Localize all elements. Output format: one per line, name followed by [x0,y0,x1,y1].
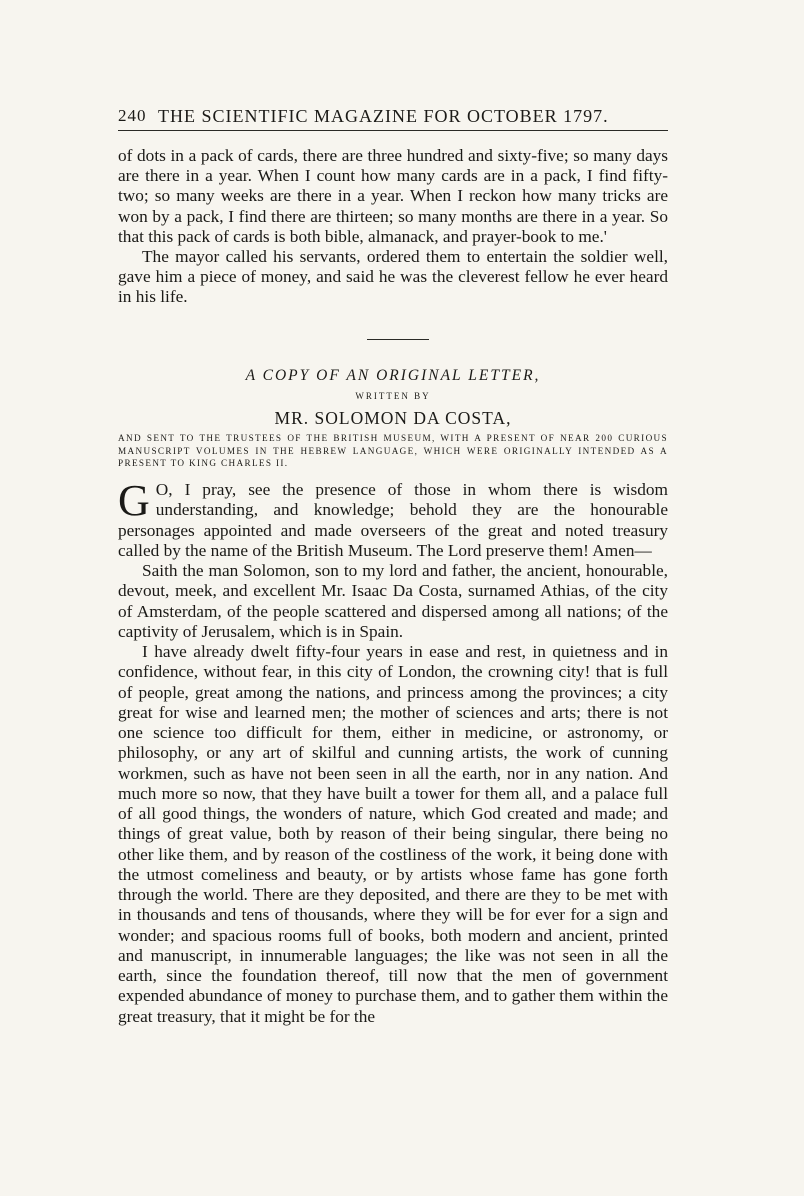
letter-opening-text: O, I pray, see the presence of those in whom there is wisdom understanding, and knowledge; behold they are the honourable personages appointed and made overseers of the great and noted treasury called by the name of the British Museum. The Lord preserve them! Amen— [118,480,668,560]
continued-paragraph: of dots in a pack of cards, there are three hundred and sixty-five; so many days are there in a year. When I count how many cards are in a pack, I find fifty-two; so many weeks are there in a year. When I reckon how many tricks are won by a pack, I find there are thirteen; so many months are there in a year. So that this pack of cards is both bible, almanack, and prayer-book to me.' [118,146,668,246]
running-title: THE SCIENTIFIC MAGAZINE FOR OCTOBER 1797. [158,106,609,126]
letter-paragraph: I have already dwelt fifty-four years in ease and rest, in quietness and in confidence, without fear, in this city of London, the crowning city! that is full of people, great among the nations, and princess among the provinces; a city great for wise and learned men; the mother of sciences and arts; there is not one science too difficult for them, either in medicine, or astronomy, or philosophy, or any art of skilful and cunning artists, the work of cunning workmen, such as have not been seen in all the earth, nor in any nation. And much more so now, that they have built a tower for them all, and a palace full of all good things, the wonders of nature, which God created and made; and things of great value, both by reason of their being singular, there being no other like them, and by reason of the costliness of the work, it being done with the utmost comeliness and beauty, or by artists whose fame has gone forth through the world. There are they deposited, and there are they to be met with in thousands and tens of thousands, where they will be for ever for a sign and wonder; and spacious rooms full of books, both modern and ancient, printed and manuscript, in innumerable languages; the like was not seen in all the earth, since the foundation thereof, till now that the men of government expended abundance of money to purchase them, and to gather them within the great treasury, that it might be for the [118,642,668,1026]
header-rule [118,130,668,131]
article-title: A COPY OF AN ORIGINAL LETTER, [245,367,541,384]
section-divider [367,339,429,340]
continued-text [118,146,668,308]
drop-cap: G [118,476,150,525]
running-header [118,106,668,128]
page-number: 240 [118,106,147,125]
letter-paragraph [118,476,668,561]
letter-body [118,476,668,1027]
article-author: MR. SOLOMON DA COSTA, [274,408,512,428]
article-subtitle: AND SENT TO THE TRUSTEES OF THE BRITISH MUSEUM, WITH A PRESENT OF NEAR 200 CURIOUS MANUSCRIPT VOLUMES IN THE HEBREW LANGUAGE, WHICH WERE ORIGINALLY INTENDED AS A PRESENT TO KING CHARLES II. [118,433,668,469]
letter-paragraph: Saith the man Solomon, son to my lord and father, the ancient, honourable, devout, meek, and excellent Mr. Isaac Da Costa, surnamed Athias, of the city of Amsterdam, of the people scattered and dispersed among all nations; of the captivity of Jerusalem, which is in Spain. [118,561,668,641]
continued-paragraph: The mayor called his servants, ordered them to entertain the soldier well, gave him a piece of money, and said he was the cleverest fellow he ever heard in his life. [118,247,668,307]
written-by-line: WRITTEN BY [355,391,431,401]
